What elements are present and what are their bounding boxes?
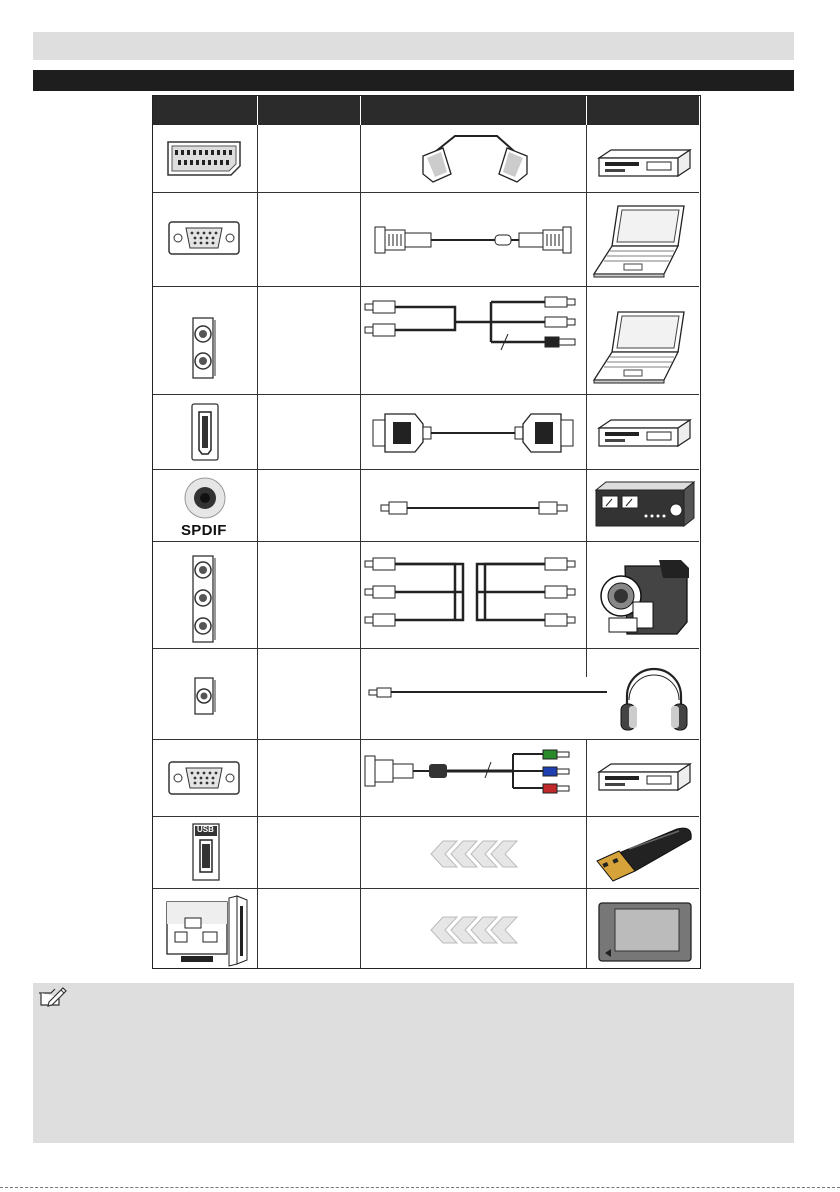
- insert-arrows-icon-2: [429, 915, 519, 945]
- av-sockets-icon: [191, 554, 219, 644]
- note-panel: [33, 983, 794, 1143]
- audio-in-sockets-icon: [191, 316, 219, 380]
- page-bottom-divider: [0, 1187, 840, 1190]
- audio-rca-to-jack-cable-icon: [363, 294, 577, 354]
- vga-socket-icon: [167, 220, 241, 256]
- dvd-player-icon-3: [597, 762, 692, 792]
- usb-stick-icon: [589, 823, 695, 883]
- scart-socket-icon: [165, 138, 243, 178]
- dvd-player-icon: [597, 148, 692, 178]
- note-pencil-icon: [37, 985, 67, 1016]
- av-rca-cable-icon: [363, 551, 577, 633]
- camcorder-icon: [597, 552, 693, 638]
- dvd-player-icon-2: [597, 418, 692, 448]
- laptop-icon: [590, 204, 694, 278]
- connections-table: [152, 95, 701, 969]
- usb-label: USB: [197, 825, 214, 834]
- spdif-socket-icon: [183, 476, 227, 520]
- insert-arrows-icon: [429, 839, 519, 869]
- vga-to-ypbpr-cable-icon: [363, 748, 577, 796]
- headphone-cable-icon: [367, 662, 607, 702]
- ci-slot-tv-icon: [163, 894, 249, 968]
- vga-cable-icon: [373, 221, 573, 259]
- headphones-icon: [615, 658, 693, 736]
- ci-cam-card-icon: [597, 901, 693, 963]
- vga-socket-icon-2: [167, 760, 241, 796]
- table-header: [153, 96, 699, 125]
- section-title-bar: [33, 70, 794, 91]
- header-bar: [33, 32, 794, 60]
- hdmi-socket-icon: [190, 402, 220, 462]
- laptop-icon-2: [590, 310, 694, 384]
- spdif-label: SPDIF: [181, 522, 227, 539]
- coaxial-cable-icon: [379, 498, 569, 518]
- hdmi-cable-icon: [371, 408, 575, 458]
- headphone-socket-icon: [193, 676, 219, 716]
- amplifier-icon: [594, 480, 696, 528]
- scart-cable-icon: [415, 134, 535, 186]
